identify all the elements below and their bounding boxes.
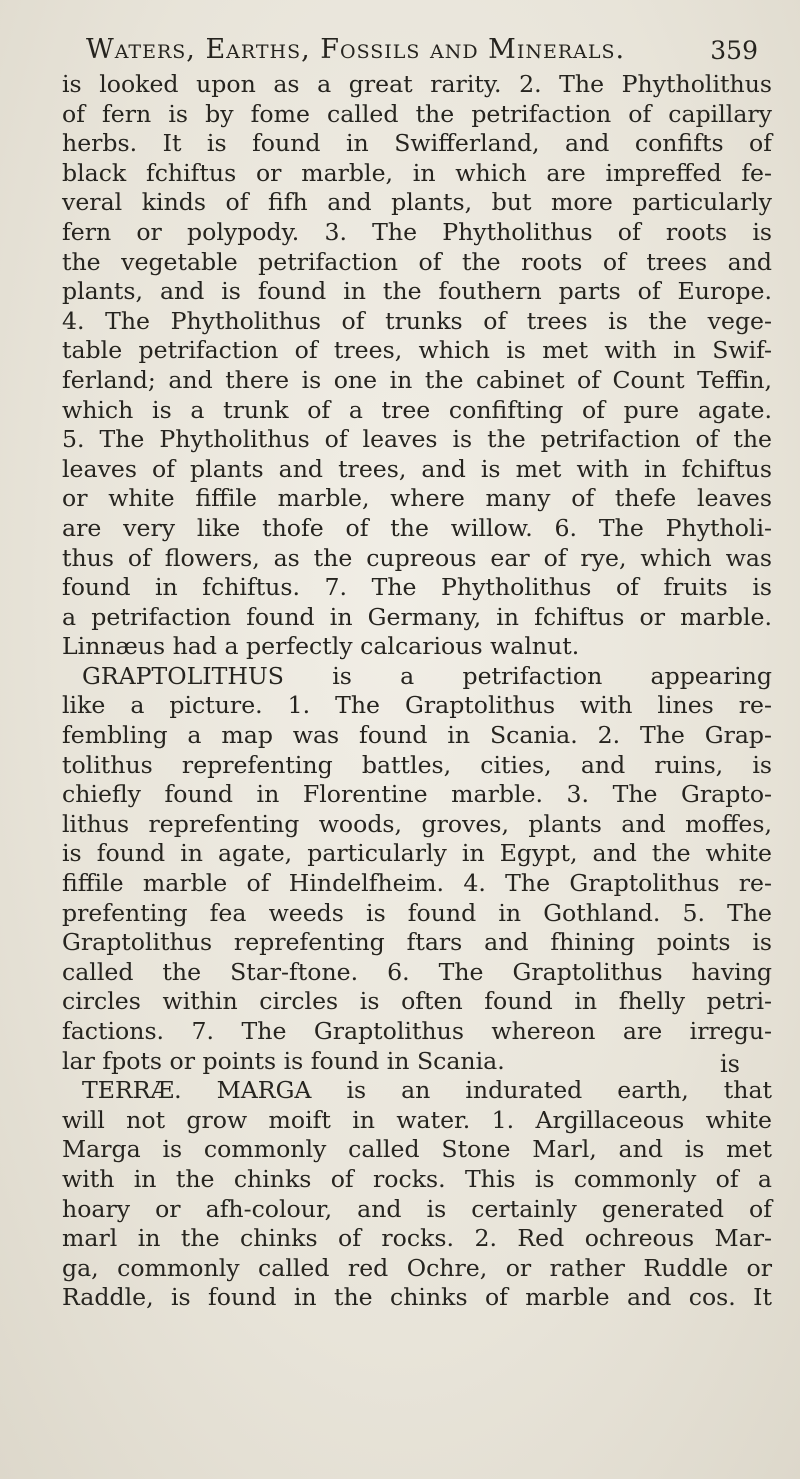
text-line: ferland; and there is one in the cabinet of Count Teffin,	[62, 365, 772, 394]
text-line: thus of flowers, as the cupreous ear of rye, which was	[62, 543, 772, 572]
text-line: fern or polypody. 3. The Phytholithus of roots is	[62, 217, 772, 246]
body-text	[62, 70, 772, 1313]
text-line: like a picture. 1. The Graptolithus with lines re-	[62, 691, 772, 720]
text-line: are very like thofe of the willow. 6. The Phytholi-	[62, 513, 772, 542]
text-line: a petrifaction found in Germany, in fchiftus or marble.	[62, 602, 772, 631]
text-line: is found in agate, particularly in Egypt, and the white	[62, 839, 772, 868]
text-line: leaves of plants and trees, and is met with in fchiftus	[62, 454, 772, 483]
catchword: is	[720, 1050, 740, 1078]
text-line: fiffile marble of Hindelfheim. 4. The Graptolithus re-	[62, 869, 772, 898]
text-line: fembling a map was found in Scania. 2. The Grap-	[62, 721, 772, 750]
text-line: 4. The Phytholithus of trunks of trees is the vege-	[62, 306, 772, 335]
text-line: with in the chinks of rocks. This is commonly of a	[62, 1164, 772, 1193]
text-line: 5. The Phytholithus of leaves is the petrifaction of the	[62, 425, 772, 454]
text-line: lithus reprefenting woods, groves, plants and moffes,	[62, 809, 772, 838]
text-line: plants, and is found in the fouthern parts of Europe.	[62, 277, 772, 306]
text-line: which is a trunk of a tree confifting of pure agate.	[62, 395, 772, 424]
page-header	[86, 34, 776, 74]
text-line: circles within circles is often found in fhelly petri-	[62, 987, 772, 1016]
text-line: prefenting fea weeds is found in Gothland. 5. The	[62, 898, 772, 927]
text-line: Marga is commonly called Stone Marl, and is met	[62, 1135, 772, 1164]
text-line: Graptolithus reprefenting ftars and fhining points is	[62, 928, 772, 957]
text-line: hoary or afh-colour, and is certainly generated of	[62, 1194, 772, 1223]
text-line: lar fpots or points is found in Scania.	[62, 1046, 505, 1075]
text-line: GRAPTOLITHUS is a petrifaction appearing	[82, 661, 772, 690]
text-line: called the Star-ftone. 6. The Graptolithus having	[62, 957, 772, 986]
text-line: factions. 7. The Graptolithus whereon are irregu-	[62, 1017, 772, 1045]
text-line: Raddle, is found in the chinks of marble and cos. It	[62, 1283, 772, 1312]
text-line: Linnæus had a perfectly calcarious walnut.	[62, 632, 580, 661]
text-line: of fern is by fome called the petrifaction of capillary	[62, 99, 772, 128]
running-title: Waters, Earths, Fossils and Minerals.	[86, 34, 626, 65]
text-line: black fchiftus or marble, in which are impreffed fe-	[62, 158, 772, 187]
text-line: will not grow moift in water. 1. Argillaceous white	[62, 1105, 772, 1134]
page-number: 359	[710, 36, 758, 65]
text-line: herbs. It is found in Swifferland, and confifts of	[62, 129, 772, 158]
text-line: found in fchiftus. 7. The Phytholithus of fruits is	[62, 573, 772, 602]
text-line: is looked upon as a great rarity. 2. The Phytholithus	[62, 70, 772, 98]
text-line: chiefly found in Florentine marble. 3. The Grapto-	[62, 780, 772, 809]
text-line: marl in the chinks of rocks. 2. Red ochreous Mar-	[62, 1224, 772, 1253]
text-line: ga, commonly called red Ochre, or rather Ruddle or	[62, 1253, 772, 1282]
text-line: TERRÆ. MARGA is an indurated earth, that	[82, 1076, 772, 1105]
text-line: or white fiffile marble, where many of thefe leaves	[62, 484, 772, 513]
text-line: the vegetable petrifaction of the roots of trees and	[62, 247, 772, 276]
text-line: veral kinds of fifh and plants, but more particularly	[62, 188, 772, 217]
text-line: tolithus reprefenting battles, cities, and ruins, is	[62, 750, 772, 779]
text-line: table petrifaction of trees, which is met with in Swif-	[62, 336, 772, 365]
